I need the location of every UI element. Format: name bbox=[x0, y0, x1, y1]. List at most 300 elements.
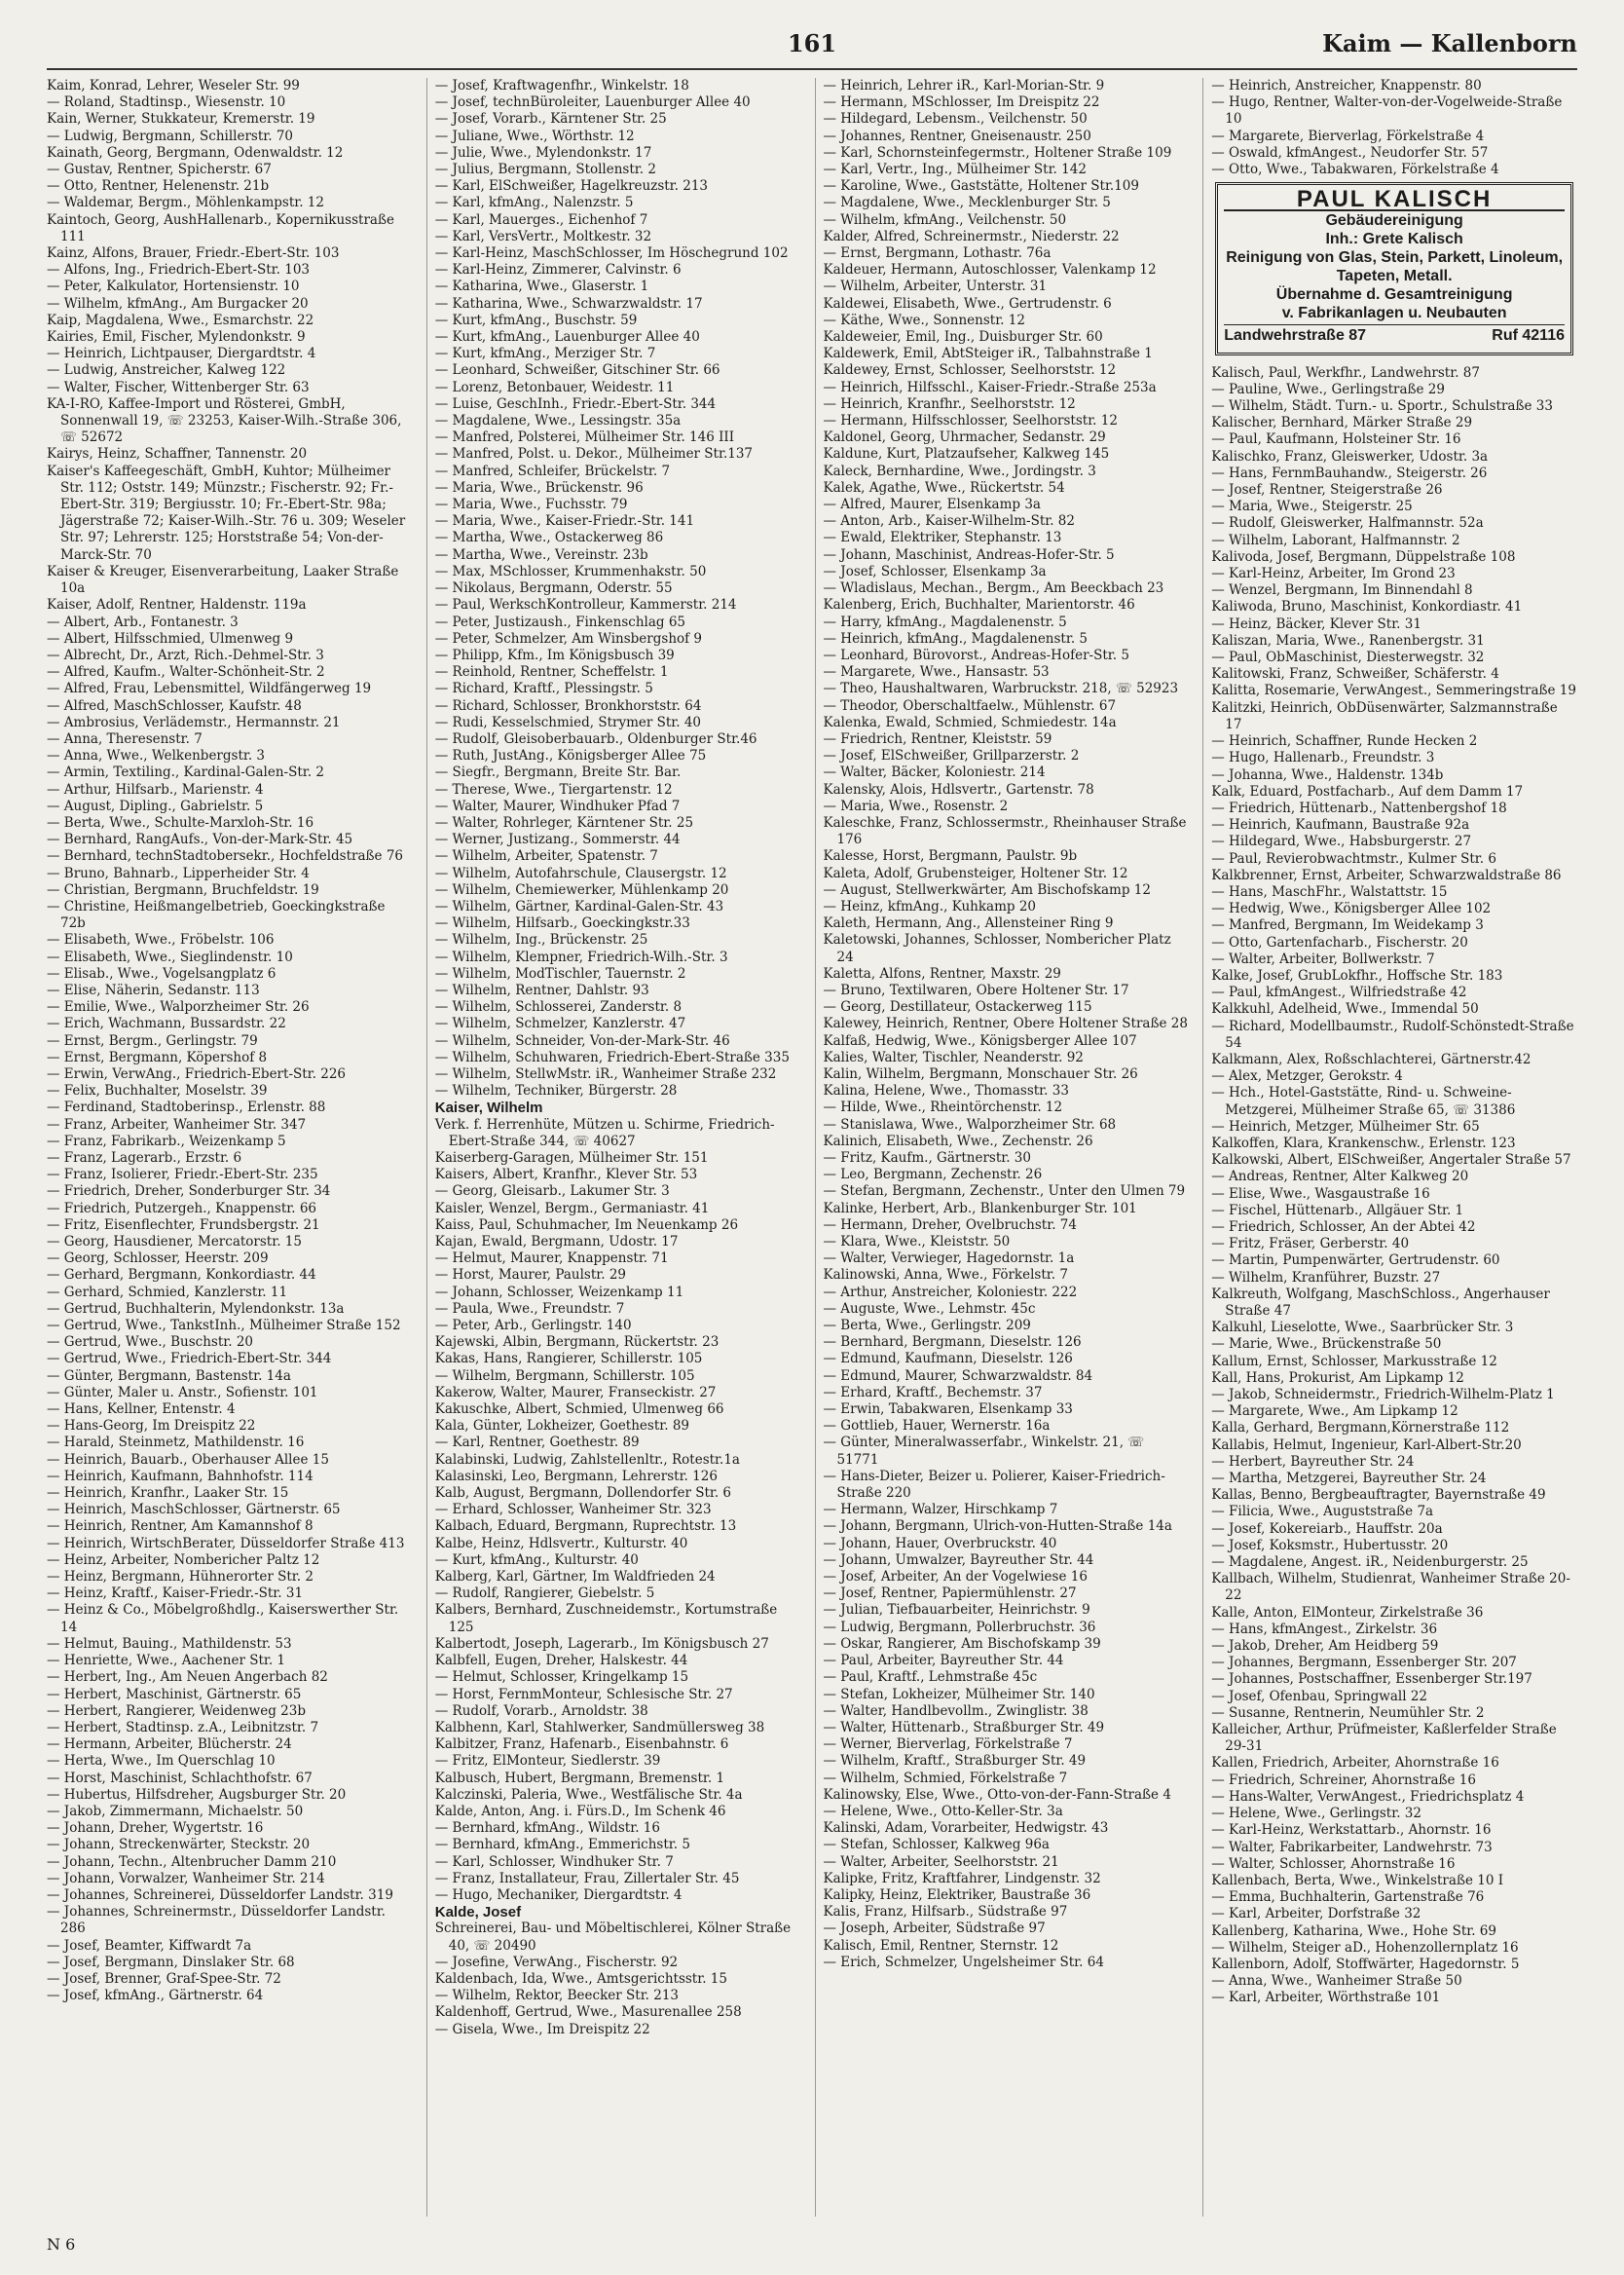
directory-entry: — Edmund, Maurer, Schwarzwaldstr. 84 bbox=[823, 1367, 1093, 1384]
directory-entry: — Karl, ElSchweißer, Hagelkreuzstr. 213 bbox=[434, 178, 709, 195]
directory-entry: — Franz, Installateur, Frau, Zillertaler Str. 45 bbox=[434, 1870, 740, 1886]
directory-entry: — Friedrich, Schreiner, Ahornstraße 16 bbox=[1211, 1772, 1476, 1788]
directory-entry: — Walter, Bäcker, Koloniestr. 214 bbox=[823, 765, 1046, 781]
directory-entry: — Martha, Metzgerei, Bayreuther Str. 24 bbox=[1211, 1471, 1487, 1487]
directory-entry: — Hch., Hotel-Gaststätte, Rind- u. Schweine-Metzgerei, Mülheimer Straße 65, ☏ 31386 bbox=[1211, 1085, 1516, 1118]
directory-entry: — Leonhard, Schweißer, Gitschiner Str. 66 bbox=[434, 362, 720, 379]
directory-entry: — Karl, Schlosser, Windhuker Str. 7 bbox=[434, 1853, 674, 1870]
directory-entry: — Ludwig, Bergmann, Schillerstr. 70 bbox=[47, 128, 293, 144]
directory-entry: — Wilhelm, Schmied, Förkelstraße 7 bbox=[823, 1770, 1068, 1786]
directory-entry: — Manfred, Polsterei, Mülheimer Str. 146 III bbox=[434, 429, 735, 446]
directory-entry: — Walter, Arbeiter, Bollwerkstr. 7 bbox=[1211, 951, 1435, 967]
directory-entry: — Wladislaus, Mechan., Bergm., Am Beeckbach 23 bbox=[823, 580, 1164, 597]
directory-entry: — Hans, FernmBauhandw., Steigerstr. 26 bbox=[1211, 465, 1488, 481]
directory-entry: — Susanne, Rentnerin, Neumühler Str. 2 bbox=[1211, 1704, 1485, 1721]
directory-entry: — Berta, Wwe., Schulte-Marxloh-Str. 16 bbox=[47, 814, 314, 831]
directory-entry: — Waldemar, Bergm., Möhlenkampstr. 12 bbox=[47, 195, 324, 211]
directory-entry: — Horst, Maurer, Paulstr. 29 bbox=[434, 1267, 627, 1284]
directory-entry: Kaletowski, Johannes, Schlosser, Nombericher Platz 24 bbox=[823, 932, 1171, 965]
directory-entry: — Gustav, Rentner, Spicherstr. 67 bbox=[47, 162, 272, 178]
directory-entry: — Rudolf, Rangierer, Giebelstr. 5 bbox=[434, 1585, 655, 1602]
directory-entry: — Hans, kfmAngest., Zirkelstr. 36 bbox=[1211, 1621, 1438, 1637]
directory-entry: — Richard, Schlosser, Bronkhorststr. 64 bbox=[434, 697, 702, 714]
directory-entry: — Hildegard, Wwe., Habsburgerstr. 27 bbox=[1211, 834, 1472, 850]
directory-entry: Kaliszan, Maria, Wwe., Ranenbergstr. 31 bbox=[1211, 632, 1485, 649]
directory-entry: — Helmut, Bauing., Mathildenstr. 53 bbox=[47, 1635, 292, 1652]
directory-entry: — Bruno, Bahnarb., Lipperheider Str. 4 bbox=[47, 865, 310, 881]
directory-entry: Kalder, Alfred, Schreinermstr., Niederstr. 22 bbox=[823, 228, 1120, 244]
directory-entry: — Jakob, Schneidermstr., Friedrich-Wilhelm-Platz 1 bbox=[1211, 1387, 1555, 1403]
directory-entry: — Gisela, Wwe., Im Dreispitz 22 bbox=[434, 2021, 650, 2037]
directory-entry: — Erhard, Kraftf., Bechemstr. 37 bbox=[823, 1384, 1043, 1400]
directory-entry: — Ferdinand, Stadtoberinsp., Erlenstr. 88 bbox=[47, 1100, 326, 1116]
directory-entry: Kalkreuth, Wolfgang, MaschSchloss., Angerhauser Straße 47 bbox=[1211, 1286, 1550, 1319]
advertisement-line: Gebäudereinigung bbox=[1325, 212, 1463, 230]
directory-entry: — Jakob, Zimmermann, Michaelstr. 50 bbox=[47, 1803, 304, 1819]
directory-entry: — Hugo, Rentner, Walter-von-der-Vogelweide-Straße 10 bbox=[1211, 94, 1563, 128]
directory-entry: — Manfred, Bergmann, Im Weidekamp 3 bbox=[1211, 917, 1484, 934]
directory-entry: Kalenka, Ewald, Schmied, Schmiedestr. 14a bbox=[823, 714, 1117, 730]
directory-entry: — Elise, Wwe., Wasgaustraße 16 bbox=[1211, 1185, 1430, 1202]
directory-entry: — Ernst, Bergmann, Lothastr. 76a bbox=[823, 245, 1052, 262]
directory-entry: Kairys, Heinz, Schaffner, Tannenstr. 20 bbox=[47, 446, 308, 463]
directory-entry: Kakas, Hans, Rangierer, Schillerstr. 105 bbox=[434, 1351, 703, 1367]
directory-entry: — Wilhelm, Laborant, Halfmannstr. 2 bbox=[1211, 532, 1460, 548]
directory-entry: — Maria, Wwe., Brückenstr. 96 bbox=[434, 479, 644, 496]
directory-entry: — Rudi, Kesselschmied, Strymer Str. 40 bbox=[434, 714, 702, 730]
directory-entry: — Heinrich, Metzger, Mülheimer Str. 65 bbox=[1211, 1118, 1480, 1135]
directory-entry: — Josef, Vorarb., Kärntener Str. 25 bbox=[434, 111, 667, 128]
directory-entry: — Wilhelm, Klempner, Friedrich-Wilh.-Str. 3 bbox=[434, 949, 728, 965]
directory-entry: — Hermann, MSchlosser, Im Dreispitz 22 bbox=[823, 94, 1100, 111]
directory-entry: Kalinowsky, Else, Wwe., Otto-von-der-Fann-Straße 4 bbox=[823, 1786, 1171, 1803]
directory-entry: — Wilhelm, Chemiewerker, Mühlenkamp 20 bbox=[434, 881, 729, 898]
directory-entry: — Maria, Wwe., Kaiser-Friedr.-Str. 141 bbox=[434, 513, 695, 530]
directory-entry: — Julius, Bergmann, Stollenstr. 2 bbox=[434, 162, 656, 178]
directory-entry: — Erwin, Tabakwaren, Elsenkamp 33 bbox=[823, 1401, 1073, 1418]
directory-entry: — Hubertus, Hilfsdreher, Augsburger Str. 20 bbox=[47, 1786, 347, 1803]
directory-entry: Verk. f. Herrenhüte, Mützen u. Schirme, Friedrich-Ebert-Straße 344, ☏ 40627 bbox=[434, 1116, 775, 1149]
directory-entry: Kaliwoda, Bruno, Maschinist, Konkordiastr. 41 bbox=[1211, 599, 1523, 615]
directory-entry: — Georg, Destillateur, Ostackerweg 115 bbox=[823, 999, 1092, 1016]
directory-entry: — Hermann, Arbeiter, Blücherstr. 24 bbox=[47, 1736, 292, 1753]
directory-entry: Kain, Werner, Stukkateur, Kremerstr. 19 bbox=[47, 111, 315, 128]
directory-entry: — Margarete, Bierverlag, Förkelstraße 4 bbox=[1211, 128, 1485, 144]
directory-entry: — Alfons, Ing., Friedrich-Ebert-Str. 103 bbox=[47, 262, 311, 279]
directory-entry: — Alfred, Maurer, Elsenkamp 3a bbox=[823, 497, 1041, 513]
directory-entry: — Helene, Wwe., Gerlingstr. 32 bbox=[1211, 1806, 1421, 1822]
directory-entry: Kaleth, Hermann, Ang., Allensteiner Ring 9 bbox=[823, 915, 1114, 932]
directory-entry: Kalde, Anton, Ang. i. Fürs.D., Im Schenk 46 bbox=[434, 1803, 726, 1819]
directory-entry: — Heinrich, Lichtpauser, Diergardtstr. 4 bbox=[47, 346, 316, 362]
directory-entry: — August, Dipling., Gabrielstr. 5 bbox=[47, 798, 264, 814]
directory-entry: — Ambrosius, Verlädemstr., Hermannstr. 21 bbox=[47, 714, 341, 730]
directory-entry: — Juliane, Wwe., Wörthstr. 12 bbox=[434, 128, 635, 144]
directory-entry: — Wilhelm, ModTischler, Tauernstr. 2 bbox=[434, 965, 686, 982]
directory-entry: Kalkuhl, Lieselotte, Wwe., Saarbrücker Str. 3 bbox=[1211, 1320, 1514, 1336]
directory-entry: — Friedrich, Schlosser, An der Abtei 42 bbox=[1211, 1218, 1476, 1235]
directory-entry: Kaleck, Bernhardine, Wwe., Jordingstr. 3 bbox=[823, 463, 1096, 479]
advertisement-title: PAUL KALISCH bbox=[1224, 191, 1565, 211]
directory-entry: — Margarete, Wwe., Am Lipkamp 12 bbox=[1211, 1403, 1458, 1420]
directory-entry: — Johannes, Postschaffner, Essenberger Str.197 bbox=[1211, 1671, 1532, 1688]
directory-entry: — Karl, Schornsteinfegermstr., Holtener Straße 109 bbox=[823, 144, 1172, 161]
directory-entry: — Wilhelm, StellwMstr. iR., Wanheimer Straße 232 bbox=[434, 1065, 777, 1082]
directory-entry: Kalipke, Fritz, Kraftfahrer, Lindgenstr. 32 bbox=[823, 1870, 1101, 1886]
directory-entry: — Käthe, Wwe., Sonnenstr. 12 bbox=[823, 312, 1025, 328]
directory-entry: — Lorenz, Betonbauer, Weidestr. 11 bbox=[434, 379, 675, 395]
advertisement-phone: Ruf 42116 bbox=[1492, 327, 1565, 345]
directory-entry: — Stanislawa, Wwe., Walporzheimer Str. 68 bbox=[823, 1116, 1117, 1133]
directory-entry: Kalczinski, Paleria, Wwe., Westfälische Str. 4a bbox=[434, 1786, 743, 1803]
directory-entry: — Rudolf, Vorarb., Arnoldstr. 38 bbox=[434, 1702, 648, 1719]
directory-entry: — Georg, Schlosser, Heerstr. 209 bbox=[47, 1250, 269, 1267]
directory-entry: — Walter, Maurer, Windhuker Pfad 7 bbox=[434, 798, 681, 814]
directory-entry: Kaldewei, Elisabeth, Wwe., Gertrudenstr. 6 bbox=[823, 295, 1112, 312]
directory-entry: — Karoline, Wwe., Gaststätte, Holtener Str.109 bbox=[823, 178, 1139, 195]
directory-entry: — Herta, Wwe., Im Querschlag 10 bbox=[47, 1753, 276, 1770]
directory-entry: Kallas, Benno, Bergbeauftragter, Bayernstraße 49 bbox=[1211, 1487, 1546, 1504]
directory-entry: Kalleicher, Arthur, Prüfmeister, Kaßlerfelder Straße 29-31 bbox=[1211, 1722, 1557, 1755]
directory-entry: Kalbertodt, Joseph, Lagerarb., Im Königsbusch 27 bbox=[434, 1635, 769, 1652]
directory-entry: Kaim, Konrad, Lehrer, Weseler Str. 99 bbox=[47, 78, 300, 93]
directory-entry: — Auguste, Wwe., Lehmstr. 45c bbox=[823, 1300, 1036, 1317]
directory-entry: — Wilhelm, Kranführer, Buzstr. 27 bbox=[1211, 1269, 1441, 1286]
directory-columns bbox=[47, 78, 1577, 2217]
directory-entry: — Josef, Brenner, Graf-Spee-Str. 72 bbox=[47, 1970, 281, 1987]
directory-entry: — Heinrich, Bauarb., Oberhauser Allee 15 bbox=[47, 1451, 329, 1468]
directory-entry: Kalinowski, Anna, Wwe., Förkelstr. 7 bbox=[823, 1267, 1068, 1284]
directory-entry: Kall, Hans, Prokurist, Am Lipkamp 12 bbox=[1211, 1369, 1464, 1386]
directory-entry: — Herbert, Rangierer, Weidenweg 23b bbox=[47, 1702, 306, 1719]
directory-entry: — Therese, Wwe., Tiergartenstr. 12 bbox=[434, 781, 673, 798]
directory-entry: Kalitowski, Franz, Schweißer, Schäferstr. 4 bbox=[1211, 666, 1499, 683]
directory-entry: — Walter, Hüttenarb., Straßburger Str. 49 bbox=[823, 1719, 1105, 1735]
directory-entry: Kallbach, Wilhelm, Studienrat, Wanheimer Straße 20-22 bbox=[1211, 1571, 1570, 1604]
directory-entry: — Josef, Koksmstr., Hubertusstr. 20 bbox=[1211, 1537, 1449, 1553]
directory-entry: — Heinrich, Kaufmann, Baustraße 92a bbox=[1211, 817, 1470, 834]
directory-entry: Kalinich, Elisabeth, Wwe., Zechenstr. 26 bbox=[823, 1133, 1093, 1149]
directory-entry: — Wenzel, Bergmann, Im Binnendahl 8 bbox=[1211, 582, 1473, 599]
directory-entry: — Günter, Maler u. Anstr., Sofienstr. 101 bbox=[47, 1384, 318, 1400]
directory-entry: — Wilhelm, Schmelzer, Kanzlerstr. 47 bbox=[434, 1016, 686, 1032]
directory-entry: Kaiserberg-Garagen, Mülheimer Str. 151 bbox=[434, 1150, 709, 1166]
directory-entry: — Hilde, Wwe., Rheintörchenstr. 12 bbox=[823, 1100, 1063, 1116]
directory-entry: — Peter, Schmelzer, Am Winsbergshof 9 bbox=[434, 630, 703, 647]
directory-entry: Kaldune, Kurt, Platzaufseher, Kalkweg 145 bbox=[823, 446, 1110, 463]
directory-entry: Kaldeuer, Hermann, Autoschlosser, Valenkamp 12 bbox=[823, 262, 1157, 279]
directory-entry: Kaletta, Alfons, Rentner, Maxstr. 29 bbox=[823, 965, 1061, 982]
directory-entry: — Karl-Heinz, MaschSchlosser, Im Höschegrund 102 bbox=[434, 245, 789, 262]
directory-entry: — Walter, Rohrleger, Kärntener Str. 25 bbox=[434, 814, 694, 831]
directory-entry: Kajewski, Albin, Bergmann, Rückertstr. 23 bbox=[434, 1334, 720, 1351]
directory-entry: Kalies, Walter, Tischler, Neanderstr. 92 bbox=[823, 1049, 1084, 1065]
directory-entry: — Elisabeth, Wwe., Sieglindenstr. 10 bbox=[47, 949, 293, 965]
directory-entry: Kalewey, Heinrich, Rentner, Obere Holtener Straße 28 bbox=[823, 1016, 1188, 1032]
directory-entry: — Martha, Wwe., Ostackerweg 86 bbox=[434, 530, 664, 546]
directory-entry: Kaldenhoff, Gertrud, Wwe., Masurenallee 258 bbox=[434, 2004, 742, 2021]
directory-entry: — Emma, Buchhalterin, Gartenstraße 76 bbox=[1211, 1889, 1485, 1906]
directory-entry: — Magdalene, Wwe., Mecklenburger Str. 5 bbox=[823, 195, 1111, 211]
directory-entry: Kalkbrenner, Ernst, Arbeiter, Schwarzwaldstraße 86 bbox=[1211, 867, 1562, 883]
directory-entry: — Hans-Georg, Im Dreispitz 22 bbox=[47, 1418, 256, 1435]
directory-entry: — Karl-Heinz, Zimmerer, Calvinstr. 6 bbox=[434, 262, 682, 279]
directory-entry: — Martha, Wwe., Vereinstr. 23b bbox=[434, 546, 648, 563]
directory-entry: — Georg, Gleisarb., Lakumer Str. 3 bbox=[434, 1183, 670, 1200]
directory-entry: — Klara, Wwe., Kleiststr. 50 bbox=[823, 1234, 1011, 1250]
directory-entry: — Josef, Ofenbau, Springwall 22 bbox=[1211, 1688, 1428, 1704]
directory-entry: Kaintoch, Georg, AushHallenarb., Kopernikusstraße 111 bbox=[47, 211, 394, 244]
directory-entry: — August, Stellwerkwärter, Am Bischofskamp 12 bbox=[823, 881, 1151, 898]
directory-entry: Kaiss, Paul, Schuhmacher, Im Neuenkamp 26 bbox=[434, 1216, 739, 1233]
directory-entry: — Heinrich, WirtschBerater, Düsseldorfer Straße 413 bbox=[47, 1535, 405, 1551]
advertisement-box bbox=[1215, 182, 1573, 354]
directory-entry: — Fritz, Eisenflechter, Frundsbergstr. 21 bbox=[47, 1216, 320, 1233]
directory-entry: — Herbert, Stadtinsp. z.A., Leibnitzstr. 7 bbox=[47, 1719, 319, 1735]
directory-entry: — Wilhelm, Bergmann, Schillerstr. 105 bbox=[434, 1367, 695, 1384]
directory-entry: — Leonhard, Bürovorst., Andreas-Hofer-Str. 5 bbox=[823, 647, 1129, 663]
directory-entry: — Kurt, kfmAng., Kulturstr. 40 bbox=[434, 1551, 639, 1568]
directory-entry: — Walter, Arbeiter, Seelhorststr. 21 bbox=[823, 1853, 1059, 1870]
directory-entry: — Albert, Arb., Fontanestr. 3 bbox=[47, 614, 239, 630]
directory-entry: — Oskar, Rangierer, Am Bischofskamp 39 bbox=[823, 1635, 1101, 1652]
directory-entry: Kalenberg, Erich, Buchhalter, Marientorstr. 46 bbox=[823, 597, 1135, 614]
directory-entry: — Friedrich, Rentner, Kleiststr. 59 bbox=[823, 730, 1052, 747]
advertisement-footer bbox=[1224, 324, 1565, 344]
column-2 bbox=[426, 78, 801, 2217]
directory-entry: — Johann, Vorwalzer, Wanheimer Str. 214 bbox=[47, 1870, 325, 1886]
directory-entry: — Harald, Steinmetz, Mathildenstr. 16 bbox=[47, 1435, 305, 1451]
directory-entry: — Georg, Hausdiener, Mercatorstr. 15 bbox=[47, 1234, 302, 1250]
directory-entry: — Josef, Arbeiter, An der Vogelwiese 16 bbox=[823, 1569, 1088, 1585]
directory-entry: — Joseph, Arbeiter, Südstraße 97 bbox=[823, 1921, 1046, 1937]
directory-entry: — Hedwig, Wwe., Königsberger Allee 102 bbox=[1211, 901, 1492, 917]
directory-entry: Kalinski, Adam, Vorarbeiter, Hedwigstr. 43 bbox=[823, 1820, 1109, 1837]
directory-entry: — Emilie, Wwe., Walporzheimer Str. 26 bbox=[47, 999, 310, 1016]
directory-entry: — Roland, Stadtinsp., Wiesenstr. 10 bbox=[47, 94, 286, 111]
directory-entry: — Felix, Buchhalter, Moselstr. 39 bbox=[47, 1083, 268, 1100]
directory-entry: — Johanna, Wwe., Haldenstr. 134b bbox=[1211, 766, 1444, 783]
directory-entry: — Gertrud, Wwe., Friedrich-Ebert-Str. 344 bbox=[47, 1351, 332, 1367]
directory-entry: — Maria, Wwe., Rosenstr. 2 bbox=[823, 798, 1009, 814]
directory-entry: — Werner, Justizang., Sommerstr. 44 bbox=[434, 832, 681, 848]
directory-entry: — Karl, VersVertr., Moltkestr. 32 bbox=[434, 228, 652, 244]
directory-entry: — Josef, Rentner, Steigerstraße 26 bbox=[1211, 482, 1443, 499]
directory-entry: — Johann, Bergmann, Ulrich-von-Hutten-Straße 14a bbox=[823, 1518, 1172, 1535]
directory-entry: — Erwin, VerwAng., Friedrich-Ebert-Str. 226 bbox=[47, 1065, 346, 1082]
directory-entry: — Günter, Bergmann, Bastenstr. 14a bbox=[47, 1367, 291, 1384]
directory-entry: — Ruth, JustAng., Königsberger Allee 75 bbox=[434, 748, 707, 765]
directory-entry: Kaiser, Wilhelm bbox=[434, 1100, 543, 1117]
directory-entry: Kalesse, Horst, Bergmann, Paulstr. 9b bbox=[823, 848, 1078, 865]
directory-entry: — Stefan, Bergmann, Zechenstr., Unter den Ulmen 79 bbox=[823, 1183, 1186, 1200]
directory-entry: — Josef, Kraftwagenfhr., Winkelstr. 18 bbox=[434, 78, 689, 93]
directory-entry: — Manfred, Schleifer, Brückelstr. 7 bbox=[434, 463, 671, 479]
directory-entry: — Johann, Umwalzer, Bayreuther Str. 44 bbox=[823, 1551, 1094, 1568]
directory-entry: — Marie, Wwe., Brückenstraße 50 bbox=[1211, 1336, 1442, 1353]
directory-entry: Kallum, Ernst, Schlosser, Markusstraße 12 bbox=[1211, 1353, 1497, 1369]
directory-entry: — Arthur, Anstreicher, Koloniestr. 222 bbox=[823, 1284, 1078, 1300]
advertisement-line: Übernahme d. Gesamtreinigung bbox=[1275, 286, 1513, 304]
directory-entry: Kalbitzer, Franz, Hafenarb., Eisenbahnstr. 6 bbox=[434, 1736, 729, 1753]
directory-entry: — Bernhard, kfmAng., Emmerichstr. 5 bbox=[434, 1837, 690, 1853]
printer-signature: N 6 bbox=[47, 2235, 76, 2254]
directory-entry: — Anna, Wwe., Welkenbergstr. 3 bbox=[47, 748, 266, 765]
column-4 bbox=[1202, 78, 1577, 2217]
directory-entry: — Wilhelm, Arbeiter, Spatenstr. 7 bbox=[434, 848, 658, 865]
directory-entry: — Pauline, Wwe., Gerlingstraße 29 bbox=[1211, 381, 1445, 397]
directory-entry: — Heinrich, Kranfhr., Seelhorststr. 12 bbox=[823, 395, 1076, 412]
directory-entry: — Heinrich, Hilfsschl., Kaiser-Friedr.-Straße 253a bbox=[823, 379, 1157, 395]
directory-entry: — Hildegard, Lebensm., Veilchenstr. 50 bbox=[823, 111, 1088, 128]
directory-entry: — Ernst, Bergm., Gerlingstr. 79 bbox=[47, 1032, 258, 1049]
directory-entry: — Gertrud, Buchhalterin, Mylendonkstr. 13a bbox=[47, 1300, 345, 1317]
directory-entry: — Helmut, Maurer, Knappenstr. 71 bbox=[434, 1250, 669, 1267]
directory-entry: — Wilhelm, Steiger aD., Hohenzollernplatz 16 bbox=[1211, 1939, 1519, 1956]
directory-entry: — Gerhard, Bergmann, Konkordiastr. 44 bbox=[47, 1267, 316, 1284]
directory-entry: — Richard, Modellbaumstr., Rudolf-Schönstedt-Straße 54 bbox=[1211, 1018, 1574, 1051]
directory-entry: — Hans, Kellner, Entenstr. 4 bbox=[47, 1401, 236, 1418]
directory-entry: — Max, MSchlosser, Krummenhakstr. 50 bbox=[434, 563, 707, 579]
directory-entry: — Heinrich, Kaufmann, Bahnhofstr. 114 bbox=[47, 1468, 314, 1484]
directory-entry: — Paul, WerkschKontrolleur, Kammerstr. 214 bbox=[434, 597, 737, 614]
directory-entry: — Hans-Walter, VerwAngest., Friedrichsplatz 4 bbox=[1211, 1788, 1525, 1805]
directory-entry: — Albert, Hilfsschmied, Ulmenweg 9 bbox=[47, 630, 294, 647]
directory-entry: Kallen, Friedrich, Arbeiter, Ahornstraße 16 bbox=[1211, 1755, 1499, 1772]
running-head: Kaim — Kallenborn bbox=[1322, 29, 1577, 57]
directory-entry: — Fritz, Fräser, Gerberstr. 40 bbox=[1211, 1236, 1410, 1252]
column-3 bbox=[815, 78, 1190, 2217]
directory-entry: — Rudolf, Gleiswerker, Halfmannstr. 52a bbox=[1211, 515, 1484, 532]
directory-entry: — Heinrich, Schaffner, Runde Hecken 2 bbox=[1211, 733, 1478, 750]
directory-entry: — Peter, Justizaush., Finkenschlag 65 bbox=[434, 614, 686, 630]
directory-entry: — Johann, Dreher, Wygertstr. 16 bbox=[47, 1820, 264, 1837]
directory-entry: Kalipky, Heinz, Elektriker, Baustraße 36 bbox=[823, 1886, 1091, 1903]
directory-entry: — Katharina, Wwe., Glaserstr. 1 bbox=[434, 279, 649, 295]
directory-entry: — Bernhard, kfmAng., Wildstr. 16 bbox=[434, 1820, 660, 1837]
directory-entry: Kalitta, Rosemarie, VerwAngest., Semmeringstraße 19 bbox=[1211, 683, 1576, 699]
directory-entry: Kaisers, Albert, Kranfhr., Klever Str. 53 bbox=[434, 1167, 698, 1183]
directory-entry: — Nikolaus, Bergmann, Oderstr. 55 bbox=[434, 580, 673, 597]
directory-entry: — Johannes, Schreinermstr., Düsseldorfer Landstr. 286 bbox=[47, 1904, 386, 1937]
directory-entry: — Paula, Wwe., Freundstr. 7 bbox=[434, 1300, 625, 1317]
directory-entry: — Karl-Heinz, Werkstattarb., Ahornstr. 16 bbox=[1211, 1822, 1492, 1839]
directory-entry: — Wilhelm, Schneider, Von-der-Mark-Str. 46 bbox=[434, 1032, 730, 1049]
directory-entry: — Paul, Kaufmann, Holsteiner Str. 16 bbox=[1211, 431, 1461, 448]
directory-entry: — Wilhelm, Gärtner, Kardinal-Galen-Str. 43 bbox=[434, 898, 724, 914]
directory-entry: — Peter, Arb., Gerlingstr. 140 bbox=[434, 1318, 632, 1334]
directory-entry: — Anna, Theresenstr. 7 bbox=[47, 730, 203, 747]
directory-entry: — Richard, Kraftf., Plessingstr. 5 bbox=[434, 681, 653, 697]
directory-entry: Kalitzki, Heinrich, ObDüsenwärter, Salzmannstraße 17 bbox=[1211, 699, 1558, 732]
directory-entry: — Kurt, kfmAng., Buschstr. 59 bbox=[434, 312, 638, 328]
directory-entry: — Johannes, Bergmann, Essenberger Str. 207 bbox=[1211, 1655, 1517, 1671]
directory-entry: — Franz, Lagerarb., Erzstr. 6 bbox=[47, 1150, 242, 1166]
directory-entry: Kalis, Franz, Hilfsarb., Südstraße 97 bbox=[823, 1904, 1068, 1921]
directory-entry: Kalkmann, Alex, Roßschlachterei, Gärtnerstr.42 bbox=[1211, 1051, 1532, 1067]
directory-entry: — Josef, Beamter, Kiffwardt 7a bbox=[47, 1937, 252, 1954]
directory-entry: — Johann, Hauer, Overbruckstr. 40 bbox=[823, 1535, 1057, 1551]
directory-entry: — Hans, MaschFhr., Walstattstr. 15 bbox=[1211, 883, 1448, 900]
directory-entry: Kainath, Georg, Bergmann, Odenwaldstr. 12 bbox=[47, 144, 344, 161]
directory-entry: Kalkoffen, Klara, Krankenschw., Erlenstr. 123 bbox=[1211, 1135, 1516, 1151]
directory-entry: — Karl, kfmAng., Nalenzstr. 5 bbox=[434, 195, 634, 211]
advertisement-line: v. Fabrikanlagen u. Neubauten bbox=[1281, 305, 1507, 322]
directory-entry: Kallabis, Helmut, Ingenieur, Karl-Albert-Str.20 bbox=[1211, 1436, 1522, 1453]
directory-entry: — Friedrich, Putzergeh., Knappenstr. 66 bbox=[47, 1200, 317, 1216]
directory-entry: — Gerhard, Schmied, Kanzlerstr. 11 bbox=[47, 1284, 288, 1300]
directory-entry: — Maria, Wwe., Fuchsstr. 79 bbox=[434, 497, 628, 513]
directory-entry: Kalbers, Bernhard, Zuschneidemstr., Kortumstraße 125 bbox=[434, 1602, 778, 1635]
directory-entry: Kalbusch, Hubert, Bergmann, Bremenstr. 1 bbox=[434, 1770, 725, 1786]
directory-entry: — Harry, kfmAng., Magdalenenstr. 5 bbox=[823, 614, 1067, 630]
directory-entry: Kaleta, Adolf, Grubensteiger, Holtener Str. 12 bbox=[823, 865, 1128, 881]
directory-entry: — Oswald, kfmAngest., Neudorfer Str. 57 bbox=[1211, 144, 1489, 161]
directory-entry: — Ludwig, Bergmann, Pollerbruchstr. 36 bbox=[823, 1619, 1096, 1635]
directory-entry: — Wilhelm, kfmAng., Veilchenstr. 50 bbox=[823, 211, 1067, 228]
directory-entry: Kaip, Magdalena, Wwe., Esmarchstr. 22 bbox=[47, 312, 314, 328]
directory-entry: — Heinrich, Anstreicher, Knappenstr. 80 bbox=[1211, 78, 1482, 93]
header-rule bbox=[47, 68, 1577, 70]
directory-entry: Kaleschke, Franz, Schlossermstr., Rheinhauser Straße 176 bbox=[823, 814, 1187, 848]
directory-entry: — Luise, GeschInh., Friedr.-Ebert-Str. 344 bbox=[434, 395, 717, 412]
directory-entry: — Paul, Revierobwachtmstr., Kulmer Str. 6 bbox=[1211, 850, 1496, 867]
directory-entry: — Herbert, Bayreuther Str. 24 bbox=[1211, 1453, 1415, 1470]
directory-entry: — Otto, Gartenfacharb., Fischerstr. 20 bbox=[1211, 934, 1468, 951]
directory-entry: — Fritz, ElMonteur, Siedlerstr. 39 bbox=[434, 1753, 661, 1770]
directory-entry: — Alfred, Frau, Lebensmittel, Wildfängerweg 19 bbox=[47, 681, 372, 697]
directory-entry: — Paul, kfmAngest., Wilfriedstraße 42 bbox=[1211, 985, 1467, 1001]
directory-entry: — Anna, Wwe., Wanheimer Straße 50 bbox=[1211, 1973, 1462, 1990]
directory-entry: Kaldeweier, Emil, Ing., Duisburger Str. 60 bbox=[823, 329, 1103, 346]
directory-entry: — Henriette, Wwe., Aachener Str. 1 bbox=[47, 1653, 286, 1669]
directory-entry: Kalberg, Karl, Gärtner, Im Waldfrieden 24 bbox=[434, 1569, 716, 1585]
directory-entry: — Reinhold, Rentner, Scheffelstr. 1 bbox=[434, 664, 669, 681]
directory-entry: — Josef, Rentner, Papiermühlenstr. 27 bbox=[823, 1585, 1077, 1602]
directory-entry: — Maria, Wwe., Steigerstr. 25 bbox=[1211, 499, 1413, 515]
directory-entry: — Friedrich, Dreher, Sonderburger Str. 34 bbox=[47, 1183, 331, 1200]
directory-entry: — Erich, Wachmann, Bussardstr. 22 bbox=[47, 1016, 286, 1032]
directory-entry: — Jakob, Dreher, Am Heidberg 59 bbox=[1211, 1638, 1439, 1655]
directory-entry: — Otto, Rentner, Helenenstr. 21b bbox=[47, 178, 270, 195]
directory-entry: — Johann, Maschinist, Andreas-Hofer-Str. 5 bbox=[823, 546, 1115, 563]
directory-entry: — Hermann, Walzer, Hirschkamp 7 bbox=[823, 1502, 1058, 1518]
directory-entry: — Heinz, Bäcker, Klever Str. 31 bbox=[1211, 615, 1421, 632]
directory-entry: — Kurt, kfmAng., Merziger Str. 7 bbox=[434, 346, 656, 362]
directory-entry: Kalasinski, Leo, Bergmann, Lehrerstr. 126 bbox=[434, 1468, 718, 1484]
directory-entry: — Berta, Wwe., Gerlingstr. 209 bbox=[823, 1318, 1031, 1334]
directory-entry: — Franz, Isolierer, Friedr.-Ebert-Str. 235 bbox=[47, 1167, 318, 1183]
directory-entry: Kaiser's Kaffeegeschäft, GmbH, Kuhtor; Mülheimer Str. 112; Oststr. 149; Münzstr.; Fischerstr. 92; Fr.-Ebert-Str. 319; Bergiusstr. 10; Fr.-Ebert-Str. 98a; Jägerstraße 72; Kaiser-Wilh.-Str. 76 u. 309; Weseler Str. 97; Lehrerstr. 125; Horststraße 54; Von-der-Marck-Str. 70 bbox=[47, 463, 406, 563]
directory-entry: Kalk, Eduard, Postfacharb., Auf dem Damm 17 bbox=[1211, 783, 1524, 800]
directory-entry: — Theo, Haushaltwaren, Warbruckstr. 218, ☏ 52923 bbox=[823, 681, 1179, 697]
directory-entry: — Helene, Wwe., Otto-Keller-Str. 3a bbox=[823, 1803, 1063, 1819]
column-1 bbox=[47, 78, 413, 2217]
directory-entry: — Alfred, MaschSchlosser, Kaufstr. 48 bbox=[47, 697, 302, 714]
directory-entry: — Günter, Mineralwasserfabr., Winkelstr. 21, ☏ 51771 bbox=[823, 1435, 1145, 1468]
directory-entry: Kairies, Emil, Fischer, Mylendonkstr. 9 bbox=[47, 329, 306, 346]
directory-entry: Kainz, Alfons, Brauer, Friedr.-Ebert-Str. 103 bbox=[47, 245, 340, 262]
directory-entry: Kalina, Helene, Wwe., Thomasstr. 33 bbox=[823, 1083, 1069, 1100]
directory-entry: Kalin, Wilhelm, Bergmann, Monschauer Str. 26 bbox=[823, 1065, 1138, 1082]
directory-entry: Kalek, Agathe, Wwe., Rückertstr. 54 bbox=[823, 479, 1065, 496]
directory-entry: — Wilhelm, Rektor, Beecker Str. 213 bbox=[434, 1988, 680, 2004]
directory-entry: — Josef, Kokereiarb., Hauffstr. 20a bbox=[1211, 1520, 1443, 1537]
directory-entry: Kakuschke, Albert, Schmied, Ulmenweg 66 bbox=[434, 1401, 724, 1418]
directory-entry: Kallenberg, Katharina, Wwe., Hohe Str. 69 bbox=[1211, 1922, 1496, 1939]
directory-entry: — Josefine, VerwAng., Fischerstr. 92 bbox=[434, 1954, 679, 1970]
directory-entry: — Johannes, Schreinerei, Düsseldorfer Landstr. 319 bbox=[47, 1886, 393, 1903]
